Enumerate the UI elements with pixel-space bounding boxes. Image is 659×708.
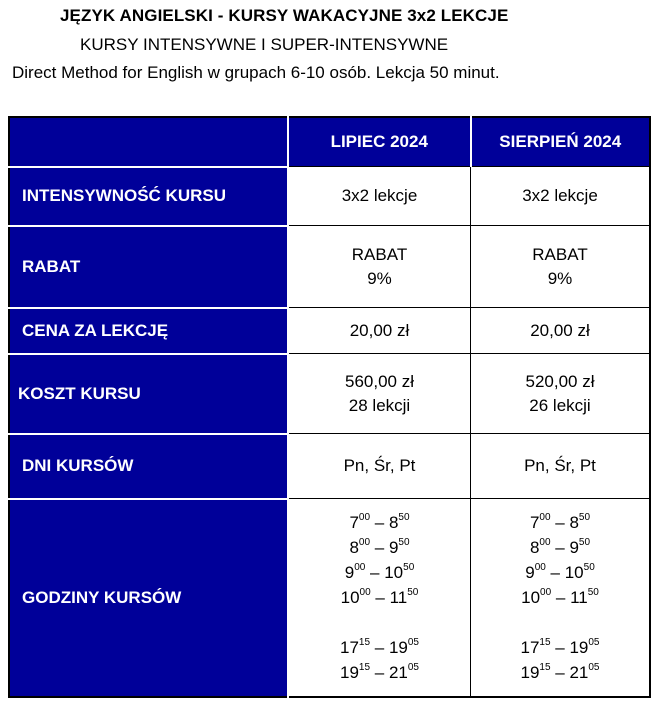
- end-hour: 8: [569, 512, 579, 532]
- end-minutes: 50: [398, 511, 410, 523]
- row-label-course-hours: GODZINY KURSÓW: [9, 499, 288, 697]
- cell-line: 3x2 lekcje: [341, 186, 418, 205]
- start-hour: 8: [349, 537, 359, 557]
- hours-line: [471, 510, 649, 535]
- table-cell: [288, 354, 471, 434]
- row-label-intensity: INTENSYWNOŚĆ KURSU: [9, 167, 288, 226]
- table-cell: [471, 226, 651, 308]
- table-cell: [288, 308, 471, 354]
- start-hour: 7: [349, 512, 359, 532]
- end-hour: 9: [388, 537, 399, 557]
- range-separator: –: [370, 537, 389, 557]
- hours-line: [471, 585, 649, 610]
- cell-line: 520,00 zł: [525, 371, 595, 391]
- end-hour: 21: [388, 662, 408, 682]
- row-label-discount: RABAT: [9, 226, 288, 308]
- hours-line: [289, 635, 470, 660]
- cell-line: 3x2 lekcje: [522, 186, 598, 205]
- range-separator: –: [370, 512, 389, 532]
- cell-line: 26 lekcji: [529, 395, 591, 415]
- range-separator: –: [550, 537, 570, 557]
- column-header-july: LIPIEC 2024: [288, 117, 471, 167]
- table-row: [9, 308, 650, 354]
- start-hour: 10: [340, 587, 360, 607]
- end-minutes: 50: [587, 586, 599, 598]
- column-header-august: SIERPIEŃ 2024: [471, 117, 651, 167]
- cell-line: RABAT: [351, 244, 408, 264]
- hours-line: [471, 560, 649, 585]
- table-header-row: [9, 117, 650, 167]
- end-minutes: 05: [588, 636, 600, 648]
- start-minutes: 00: [539, 511, 551, 523]
- end-hour: 11: [389, 587, 408, 607]
- table-cell: [288, 226, 471, 308]
- hours-gap: [289, 610, 470, 635]
- end-hour: 19: [569, 637, 589, 657]
- page-title: JĘZYK ANGIELSKI - KURSY WAKACYJNE 3x2 LEKCJE: [60, 6, 509, 25]
- start-hour: 9: [525, 562, 535, 582]
- hours-line: [289, 585, 470, 610]
- end-minutes: 50: [578, 536, 591, 548]
- hours-line: [471, 660, 649, 685]
- start-hour: 7: [529, 512, 540, 532]
- range-separator: –: [545, 562, 565, 582]
- row-label-course-cost: KOSZT KURSU: [9, 354, 288, 434]
- hours-line: [471, 535, 649, 560]
- range-separator: –: [550, 512, 570, 532]
- start-minutes: 00: [534, 561, 546, 573]
- cell-line: 20,00 zł: [349, 320, 410, 340]
- cell-line: 9%: [547, 268, 573, 288]
- table-cell: [288, 167, 471, 226]
- end-hour: 11: [570, 587, 588, 607]
- start-minutes: 00: [540, 586, 552, 598]
- start-minutes: 15: [539, 636, 551, 648]
- range-separator: –: [551, 587, 571, 607]
- cell-line: RABAT: [532, 244, 588, 264]
- range-separator: –: [550, 662, 570, 682]
- hours-line: [289, 560, 470, 585]
- start-hour: 19: [520, 662, 540, 682]
- range-separator: –: [370, 637, 389, 657]
- row-label-course-days: DNI KURSÓW: [9, 434, 288, 499]
- table-row: [9, 434, 650, 499]
- hours-cell-august: [471, 499, 651, 697]
- table-corner-cell: [9, 117, 288, 167]
- start-hour: 8: [529, 537, 540, 557]
- table-cell: [471, 434, 651, 499]
- table-cell: [471, 354, 651, 434]
- hours-line: [471, 635, 649, 660]
- range-separator: –: [370, 587, 390, 607]
- hours-gap: [471, 610, 649, 635]
- page-subtitle: KURSY INTENSYWNE I SUPER-INTENSYWNE: [80, 35, 449, 54]
- range-separator: –: [550, 637, 570, 657]
- start-minutes: 15: [358, 661, 371, 673]
- end-hour: 10: [564, 562, 584, 582]
- end-minutes: 05: [588, 661, 600, 673]
- start-hour: 19: [340, 662, 359, 682]
- end-hour: 21: [569, 662, 589, 682]
- table-row: [9, 167, 650, 226]
- end-minutes: 50: [407, 586, 419, 598]
- start-minutes: 00: [358, 536, 371, 548]
- start-minutes: 00: [539, 536, 551, 548]
- end-minutes: 50: [583, 561, 595, 573]
- cell-line: Pn, Śr, Pt: [524, 456, 596, 475]
- hours-line: [289, 660, 470, 685]
- start-minutes: 00: [358, 511, 371, 523]
- cell-line: 28 lekcji: [348, 395, 411, 415]
- end-minutes: 50: [403, 561, 415, 573]
- start-minutes: 00: [354, 561, 366, 573]
- table-cell: [471, 167, 651, 226]
- end-hour: 19: [388, 637, 408, 657]
- start-hour: 10: [521, 587, 541, 607]
- start-minutes: 15: [358, 636, 371, 648]
- start-hour: 9: [344, 562, 355, 582]
- start-minutes: 00: [359, 586, 371, 598]
- course-table: [8, 116, 651, 698]
- start-minutes: 15: [539, 661, 551, 673]
- table-row: [9, 226, 650, 308]
- table-row: [9, 499, 650, 697]
- table-cell: [288, 434, 471, 499]
- end-hour: 10: [384, 562, 404, 582]
- page-description: Direct Method for English w grupach 6-10 osób. Lekcja 50 minut.: [12, 63, 500, 82]
- end-minutes: 50: [398, 536, 410, 548]
- end-hour: 9: [569, 537, 579, 557]
- end-minutes: 05: [407, 661, 419, 673]
- end-hour: 8: [388, 512, 399, 532]
- table-cell: [471, 308, 651, 354]
- table-row: [9, 354, 650, 434]
- cell-line: 560,00 zł: [345, 371, 414, 391]
- end-minutes: 50: [578, 511, 591, 523]
- cell-line: 20,00 zł: [530, 320, 590, 340]
- start-hour: 17: [340, 637, 359, 657]
- cell-line: Pn, Śr, Pt: [343, 456, 416, 475]
- end-minutes: 05: [407, 636, 419, 648]
- range-separator: –: [365, 562, 385, 582]
- hours-line: [289, 535, 470, 560]
- row-label-price: CENA ZA LEKCJĘ: [9, 308, 288, 354]
- hours-cell-july: [288, 499, 471, 697]
- start-hour: 17: [520, 637, 540, 657]
- range-separator: –: [370, 662, 389, 682]
- cell-line: 9%: [367, 268, 392, 288]
- hours-line: [289, 510, 470, 535]
